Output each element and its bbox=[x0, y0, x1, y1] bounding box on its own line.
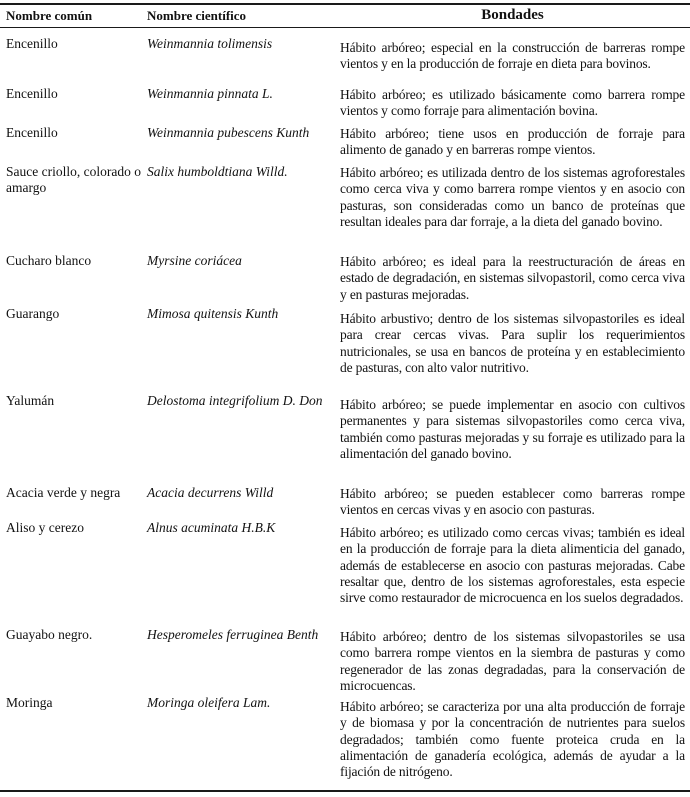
scientific-name-cell: Mimosa quitensis Kunth bbox=[147, 306, 279, 321]
common-name-cell: Encenillo bbox=[6, 86, 58, 101]
scientific-name-cell: Salix humboldtiana Willd. bbox=[147, 164, 288, 179]
common-name-cell: Cucharo blanco bbox=[6, 253, 92, 268]
common-name-cell: Acacia verde y negra bbox=[6, 485, 121, 500]
benefits-cell: Hábito arbóreo; es utilizada dentro de los sistemas agroforestales como cerca viva y como barrera rompe vientos y en asocio con pasturas, son consideradas como un banco de proteínas que resultan ideales para dar forraje, a la dieta del ganado bovino. bbox=[340, 165, 685, 229]
benefits-cell: Hábito arbóreo; especial en la construcción de barreras rompe vientos y en la producción de forraje en dieta para bovinos. bbox=[340, 40, 685, 72]
common-name-cell: Aliso y cerezo bbox=[6, 520, 84, 535]
common-name-cell: Guayabo negro. bbox=[6, 627, 93, 642]
benefits-cell: Hábito arbóreo; tiene usos en producción de forraje para alimento de ganado y en barreras rompe vientos. bbox=[340, 126, 685, 158]
benefits-cell: Hábito arbóreo; se pueden establecer como barreras rompe vientos en cercas vivas y en asocio con pasturas. bbox=[340, 486, 685, 518]
benefits-cell: Hábito arbóreo; se caracteriza por una alta producción de forraje y de biomasa y por la concentración de nutrientes para suelos degradados; también como fuente proteica cruda en la alimentación de ganadería ecológica, además de ayudar a la fijación de nitrógeno. bbox=[340, 699, 685, 780]
scientific-name-cell: Moringa oleifera Lam. bbox=[147, 695, 271, 710]
table-header-rule bbox=[0, 27, 690, 28]
common-name-cell: Yalumán bbox=[6, 393, 55, 408]
scientific-name-cell: Weinmannia tolimensis bbox=[147, 36, 273, 51]
scientific-name-cell: Delostoma integrifolium D. Don bbox=[147, 393, 323, 408]
table-top-rule bbox=[0, 3, 690, 5]
common-name-cell: Encenillo bbox=[6, 36, 58, 51]
header-benefits: Bondades bbox=[481, 7, 544, 23]
benefits-cell: Hábito arbóreo; es utilizado como cercas vivas; también es ideal en la producción de forraje para la dieta alimenticia del ganado, además de establecerse en asocio con pasturas mejoradas. Cabe resaltar que, dentro de los sistemas agroforestales, esta especie sirve como restaurador de microcuenca en los suelos degradados. bbox=[340, 525, 685, 606]
common-name-cell: Sauce criollo, colorado o amargo bbox=[6, 164, 141, 196]
common-name-cell: Guarango bbox=[6, 306, 60, 321]
scientific-name-cell: Hesperomeles ferruginea Benth bbox=[147, 627, 319, 642]
header-common-name: Nombre común bbox=[6, 8, 93, 23]
header-scientific-name: Nombre científico bbox=[147, 8, 247, 23]
benefits-cell: Hábito arbóreo; es ideal para la reestructuración de áreas en estado de degradación, en sistemas silvopastoril, como cerca viva y en pasturas mejoradas. bbox=[340, 254, 685, 302]
common-name-cell: Moringa bbox=[6, 695, 53, 710]
scientific-name-cell: Alnus acuminata H.B.K bbox=[147, 520, 276, 535]
scientific-name-cell: Acacia decurrens Willd bbox=[147, 485, 274, 500]
common-name-cell: Encenillo bbox=[6, 125, 58, 140]
benefits-cell: Hábito arbustivo; dentro de los sistemas silvopastoriles es ideal para crear cercas vivas. Para suplir los requerimientos nutricionales, se usa en bancos de proteína y en establecimiento de pasturas, con alto valor nutritivo. bbox=[340, 311, 685, 375]
scientific-name-cell: Weinmannia pinnata L. bbox=[147, 86, 273, 101]
benefits-cell: Hábito arbóreo; es utilizado básicamente como barrera rompe vientos y como forraje para alimentación bovina. bbox=[340, 87, 685, 119]
table-bottom-rule bbox=[0, 790, 690, 792]
scientific-name-cell: Myrsine coriácea bbox=[147, 253, 242, 268]
benefits-cell: Hábito arbóreo; dentro de los sistemas silvopastoriles se usa como barrera rompe vientos en la siembra de pasturas y como regenerador de las zonas degradadas, para la conservación de microcuencas. bbox=[340, 629, 685, 693]
benefits-cell: Hábito arbóreo; se puede implementar en asocio con cultivos permanentes y para sistemas silvopastoriles como cerca viva, también como pasturas mejoradas y su forraje es utilizado para la alimentación del ganado bovino. bbox=[340, 397, 685, 461]
scientific-name-cell: Weinmannia pubescens Kunth bbox=[147, 125, 310, 140]
